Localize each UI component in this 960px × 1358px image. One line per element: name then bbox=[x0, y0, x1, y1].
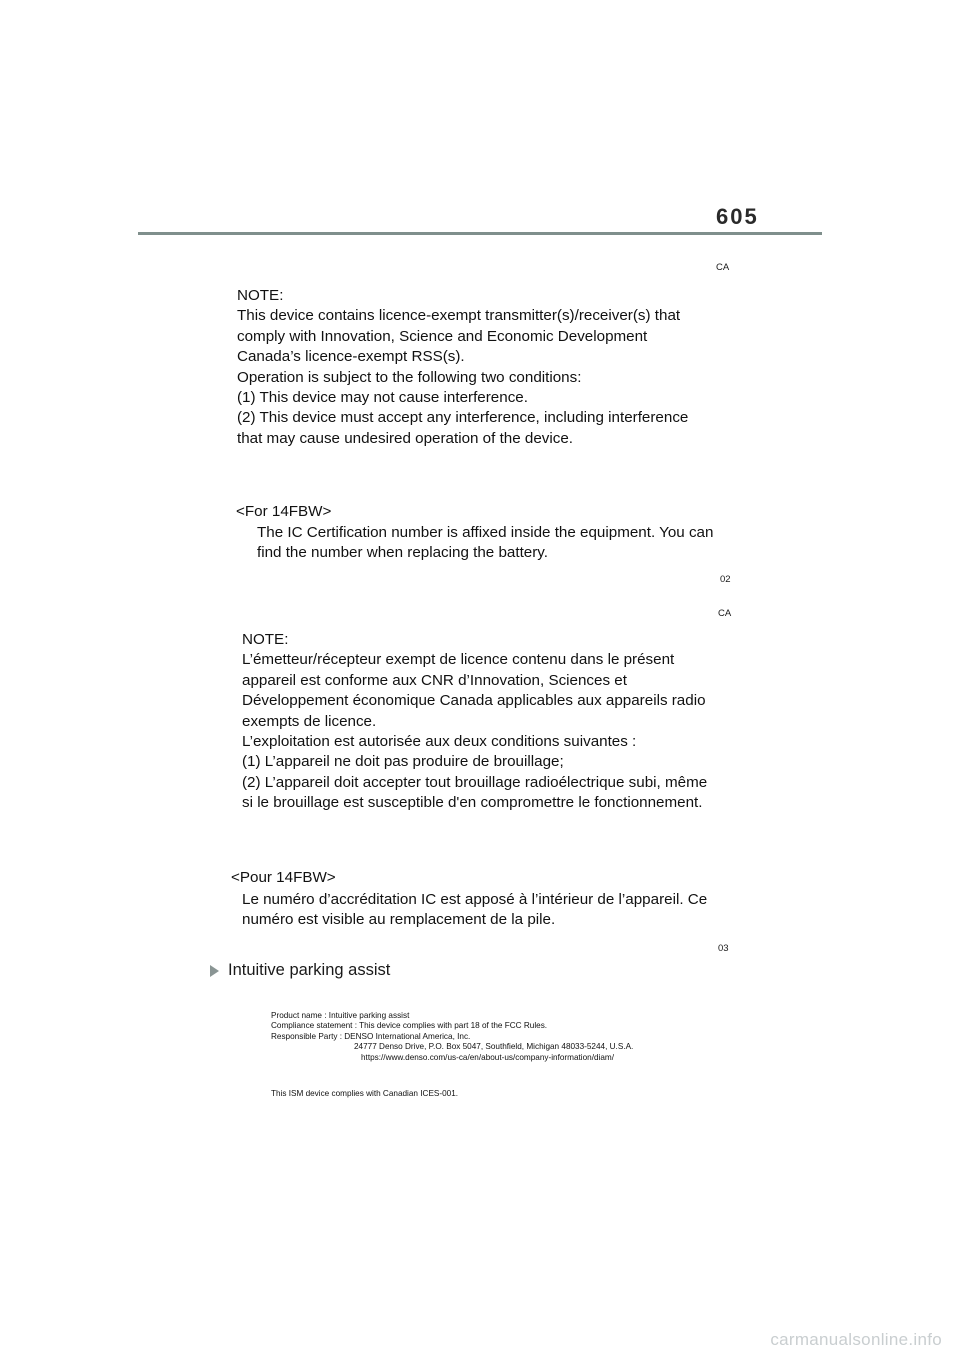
label-line: Compliance statement : This device complies with part 18 of the FCC Rules. bbox=[271, 1021, 548, 1031]
notice-line: si le brouillage est susceptible d'en compromettre le fonctionnement. bbox=[242, 794, 703, 812]
region-tag-ca: CA bbox=[716, 262, 730, 273]
notice-line: NOTE: bbox=[237, 287, 284, 304]
page-number: 605 bbox=[716, 204, 759, 229]
for-14fbw-text bbox=[257, 523, 713, 564]
watermark: carmanualsonline.info bbox=[770, 1330, 942, 1349]
notice-line: exempts de licence. bbox=[242, 712, 377, 730]
notice-line: (1) This device may not cause interference. bbox=[237, 389, 528, 407]
fcc-label-text bbox=[271, 1011, 633, 1063]
label-line: Responsible Party : DENSO International America, Inc. bbox=[271, 1031, 471, 1041]
notice-line: Le numéro d’accréditation IC est apposé à l’intérieur de l’appareil. Ce bbox=[242, 891, 708, 908]
notice-line: numéro est visible au remplacement de la pile. bbox=[242, 911, 556, 929]
ised-notice-french bbox=[242, 630, 707, 814]
label-line: https://www.denso.com/us-ca/en/about-us/company-information/diam/ bbox=[361, 1052, 615, 1062]
label-line: Product name : Intuitive parking assist bbox=[271, 1011, 410, 1020]
notice-line: Développement économique Canada applicables aux appareils radio bbox=[242, 692, 706, 710]
notice-line: that may cause undesired operation of the device. bbox=[237, 429, 574, 447]
pour-14fbw-text bbox=[242, 890, 707, 931]
parking-assist-title: Intuitive parking assist bbox=[228, 961, 391, 979]
notice-line: (2) L’appareil doit accepter tout brouillage radioélectrique subi, même bbox=[242, 773, 708, 791]
triangle-bullet-icon bbox=[210, 965, 219, 977]
notice-line: appareil est conforme aux CNR d’Innovation, Sciences et bbox=[242, 671, 627, 689]
label-line: 24777 Denso Drive, P.O. Box 5047, Southfield, Michigan 48033-5244, U.S.A. bbox=[354, 1042, 634, 1052]
notice-line: find the number when replacing the battery. bbox=[257, 544, 548, 562]
parking-assist-heading bbox=[210, 961, 390, 980]
notice-line: (1) L’appareil ne doit pas produire de brouillage; bbox=[242, 753, 564, 771]
ised-notice-english bbox=[237, 286, 688, 449]
notice-line: (2) This device must accept any interference, including interference bbox=[237, 409, 689, 427]
region-tag-ca: CA bbox=[718, 608, 732, 619]
notice-line: L’émetteur/récepteur exempt de licence contenu dans le présent bbox=[242, 651, 675, 669]
notice-line: NOTE: bbox=[242, 631, 289, 648]
for-14fbw-heading: <For 14FBW> bbox=[236, 503, 332, 520]
notice-line: This device contains licence-exempt transmitter(s)/receiver(s) that bbox=[237, 307, 681, 325]
notice-line: The IC Certification number is affixed inside the equipment. You can bbox=[257, 524, 714, 541]
notice-line: comply with Innovation, Science and Economic Development bbox=[237, 327, 648, 345]
figure-code: 02 bbox=[720, 574, 731, 585]
notice-line: Operation is subject to the following two conditions: bbox=[237, 368, 582, 386]
notice-line: Canada’s licence-exempt RSS(s). bbox=[237, 348, 465, 366]
header-rule bbox=[138, 232, 822, 235]
pour-14fbw-heading: <Pour 14FBW> bbox=[231, 869, 336, 886]
notice-line: L’exploitation est autorisée aux deux conditions suivantes : bbox=[242, 733, 637, 751]
ices-statement: This ISM device complies with Canadian ICES-001. bbox=[271, 1089, 459, 1098]
figure-code: 03 bbox=[718, 943, 729, 954]
